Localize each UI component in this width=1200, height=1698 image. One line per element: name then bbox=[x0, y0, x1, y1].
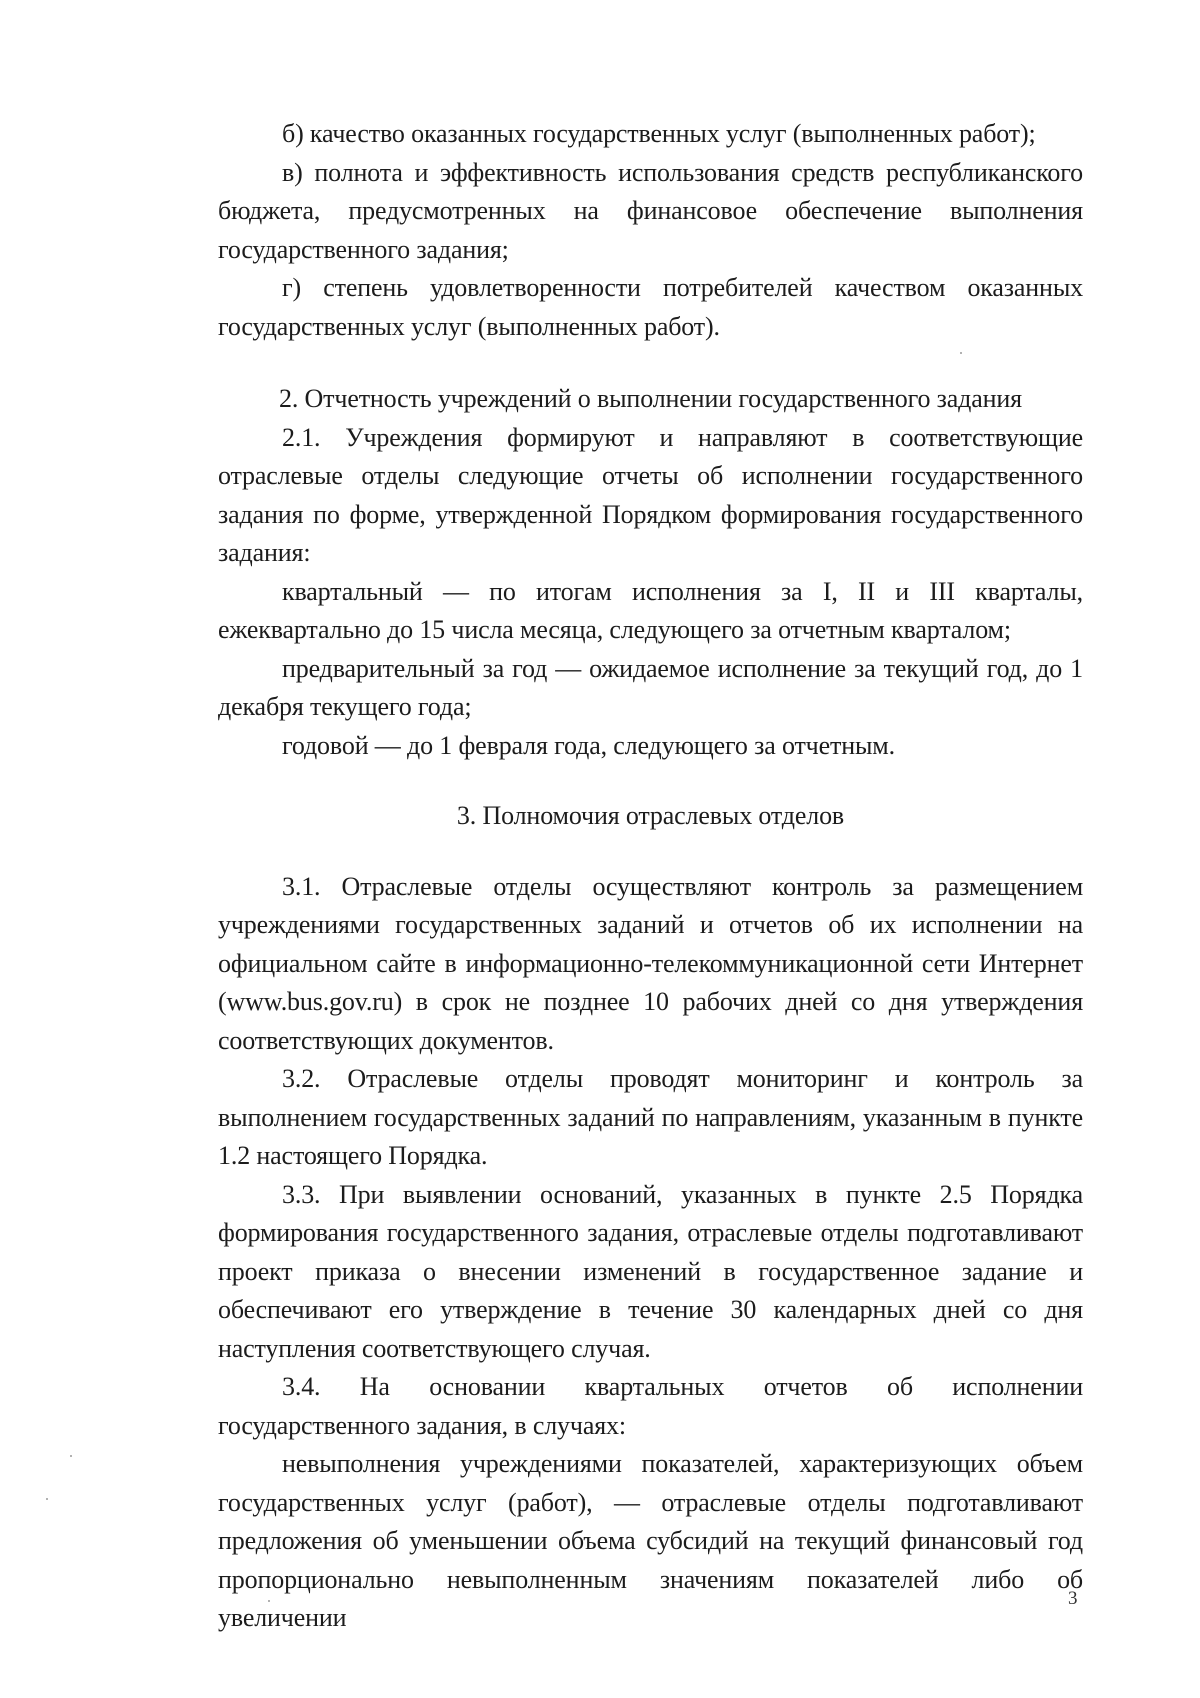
paragraph-3-3: 3.3. При выявлении оснований, указанных в пункте 2.5 Порядка формирования государственного задания, отраслевые отделы подготавливают проект приказа о внесении изменений в государственное задание и обеспечивают его утверждение в течение 30 календарных дней со дня наступления соответствующего случая. bbox=[218, 1179, 1083, 1363]
scan-speck bbox=[268, 1600, 270, 1602]
section-heading-3: 3. Полномочия отраслевых отделов bbox=[456, 801, 845, 830]
scan-speck bbox=[70, 1455, 72, 1457]
section-heading-2: 2. Отчетность учреждений о выполнении государственного задания bbox=[279, 384, 1022, 413]
paragraph-3-4-case: невыполнения учреждениями показателей, характеризующих объем государственных услуг (работ), — отраслевые отделы подготавливают предложения об уменьшении объема субсидий на текущий финансовый год пропорционально невыполненным значениям показателей либо об увеличении bbox=[218, 1449, 1083, 1632]
list-item-g: г) степень удовлетворенности потребителей качеством оказанных государственных услуг (выполненных работ). bbox=[218, 273, 1083, 341]
spacer bbox=[218, 765, 1083, 797]
paragraph-annual-report: годовой — до 1 февраля года, следующего за отчетным. bbox=[282, 730, 895, 760]
spacer bbox=[218, 836, 1083, 868]
paragraph-3-1: 3.1. Отраслевые отделы осуществляют контроль за размещением учреждениями государственных заданий и отчетов об их исполнении на официальном сайте в информационно-телекоммуникационной сети Интернет (www.bus.gov.ru) в срок не позднее 10 рабочих дней со дня утверждения соответствующих документов. bbox=[218, 871, 1083, 1055]
paragraph-quarterly-report: квартальный — по итогам исполнения за I, II и III кварталы, ежеквартально до 15 числа месяца, следующего за отчетным кварталом; bbox=[218, 576, 1083, 644]
paragraph-3-4: 3.4. На основании квартальных отчетов об исполнении государственного задания, в случаях: bbox=[218, 1372, 1083, 1440]
scan-speck bbox=[46, 1498, 48, 1500]
list-item-v: в) полнота и эффективность использования средств республиканского бюджета, предусмотренных на финансовое обеспечение выполнения государственного задания; bbox=[218, 157, 1083, 264]
list-item-b: б) качество оказанных государственных услуг (выполненных работ); bbox=[282, 119, 1036, 148]
paragraph-2-1: 2.1. Учреждения формируют и направляют в соответствующие отраслевые отделы следующие отчеты об исполнении государственного задания по форме, утвержденной Порядком формирования государственного задания: bbox=[218, 422, 1083, 567]
paragraph-3-2: 3.2. Отраслевые отделы проводят мониторинг и контроль за выполнением государственных заданий по направлениям, указанным в пункте 1.2 настоящего Порядка. bbox=[218, 1064, 1083, 1170]
scan-speck bbox=[960, 352, 962, 354]
spacer bbox=[218, 346, 1083, 380]
paragraph-preliminary-report: предварительный за год — ожидаемое исполнение за текущий год, до 1 декабря текущего года; bbox=[218, 653, 1083, 721]
page-number: 3 bbox=[1068, 1588, 1078, 1609]
document-body bbox=[218, 115, 1083, 1638]
